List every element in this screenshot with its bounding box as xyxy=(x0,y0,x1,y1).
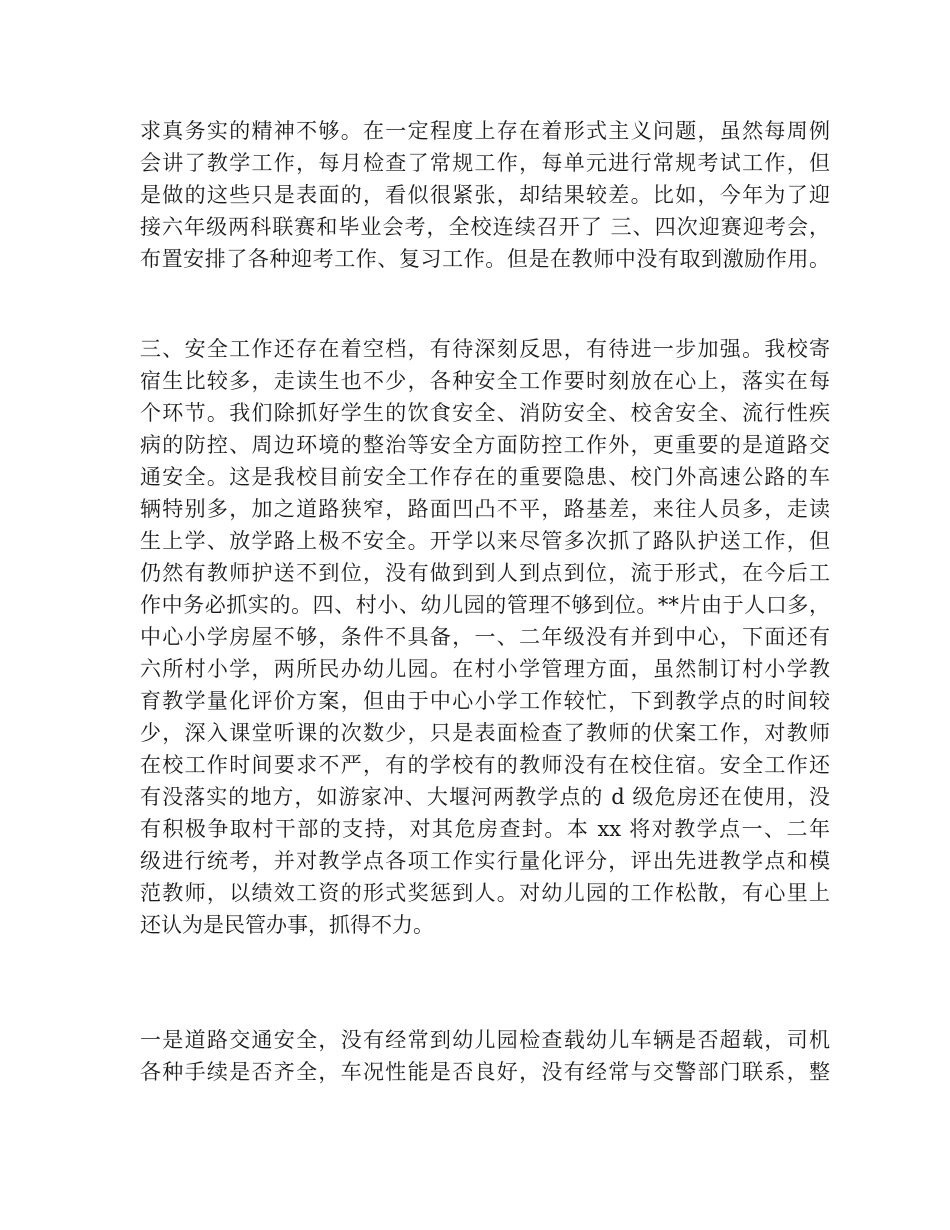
text-line: 作中务必抓实的。四、村小、幼儿园的管理不够到位。**片由于人口多， xyxy=(140,593,830,617)
text-line: 生上学、放学路上极不安全。开学以来尽管多次抓了路队护送工作，但 xyxy=(140,529,830,553)
text-line: 病的防控、周边环境的整治等安全方面防控工作外，更重要的是道路交 xyxy=(140,433,830,457)
text-line: 是做的这些只是表面的，看似很紧张，却结果较差。比如，今年为了迎 xyxy=(140,183,830,207)
text-line: 三、安全工作还存在着空档，有待深刻反思，有待进一步加强。我校寄 xyxy=(140,337,830,361)
text-line: 中心小学房屋不够，条件不具备，一、二年级没有并到中心，下面还有 xyxy=(140,625,830,649)
text-line: 个环节。我们除抓好学生的饮食安全、消防安全、校舍安全、流行性疾 xyxy=(140,401,830,425)
text-line: 有没落实的地方，如游家冲、大堰河两教学点的 d 级危房还在使用，没 xyxy=(140,785,830,809)
text-line: 会讲了教学工作，每月检查了常规工作，每单元进行常规考试工作，但 xyxy=(140,151,830,175)
text-line: 在校工作时间要求不严，有的学校有的教师没有在校住宿。安全工作还 xyxy=(140,753,830,777)
text-line: 辆特别多，加之道路狭窄，路面凹凸不平，路基差，来往人员多，走读 xyxy=(140,497,830,521)
text-line: 有积极争取村干部的支持，对其危房查封。本 xx 将对教学点一、二年 xyxy=(140,817,830,841)
text-line: 宿生比较多，走读生也不少，各种安全工作要时刻放在心上，落实在每 xyxy=(140,369,830,393)
text-line: 范教师，以绩效工资的形式奖惩到人。对幼儿园的工作松散，有心里上 xyxy=(140,881,830,905)
text-line: 求真务实的精神不够。在一定程度上存在着形式主义问题，虽然每周例 xyxy=(140,119,830,143)
paragraph-2 xyxy=(140,333,830,941)
text-line: 还认为是民管办事，抓得不力。 xyxy=(140,913,434,937)
paragraph-1 xyxy=(140,115,830,275)
text-line: 级进行统考，并对教学点各项工作实行量化评分，评出先进教学点和模 xyxy=(140,849,830,873)
text-line: 少，深入课堂听课的次数少，只是表面检查了教师的伏案工作，对教师 xyxy=(140,721,830,745)
text-line: 通安全。这是我校目前安全工作存在的重要隐患、校门外高速公路的车 xyxy=(140,465,830,489)
text-line: 六所村小学，两所民办幼儿园。在村小学管理方面，虽然制订村小学教 xyxy=(140,657,830,681)
text-line: 一是道路交通安全，没有经常到幼儿园检查载幼儿车辆是否超载，司机 xyxy=(140,1028,830,1052)
text-line: 各种手续是否齐全，车况性能是否良好，没有经常与交警部门联系，整 xyxy=(140,1060,830,1084)
text-line: 布置安排了各种迎考工作、复习工作。但是在教师中没有取到激励作用。 xyxy=(140,247,830,271)
paragraph-3 xyxy=(140,1024,830,1088)
text-line: 接六年级两科联赛和毕业会考，全校连续召开了 三、四次迎赛迎考会， xyxy=(140,215,830,239)
text-line: 仍然有教师护送不到位，没有做到到人到点到位，流于形式，在今后工 xyxy=(140,561,830,585)
text-line: 育教学量化评价方案，但由于中心小学工作较忙，下到教学点的时间较 xyxy=(140,689,830,713)
